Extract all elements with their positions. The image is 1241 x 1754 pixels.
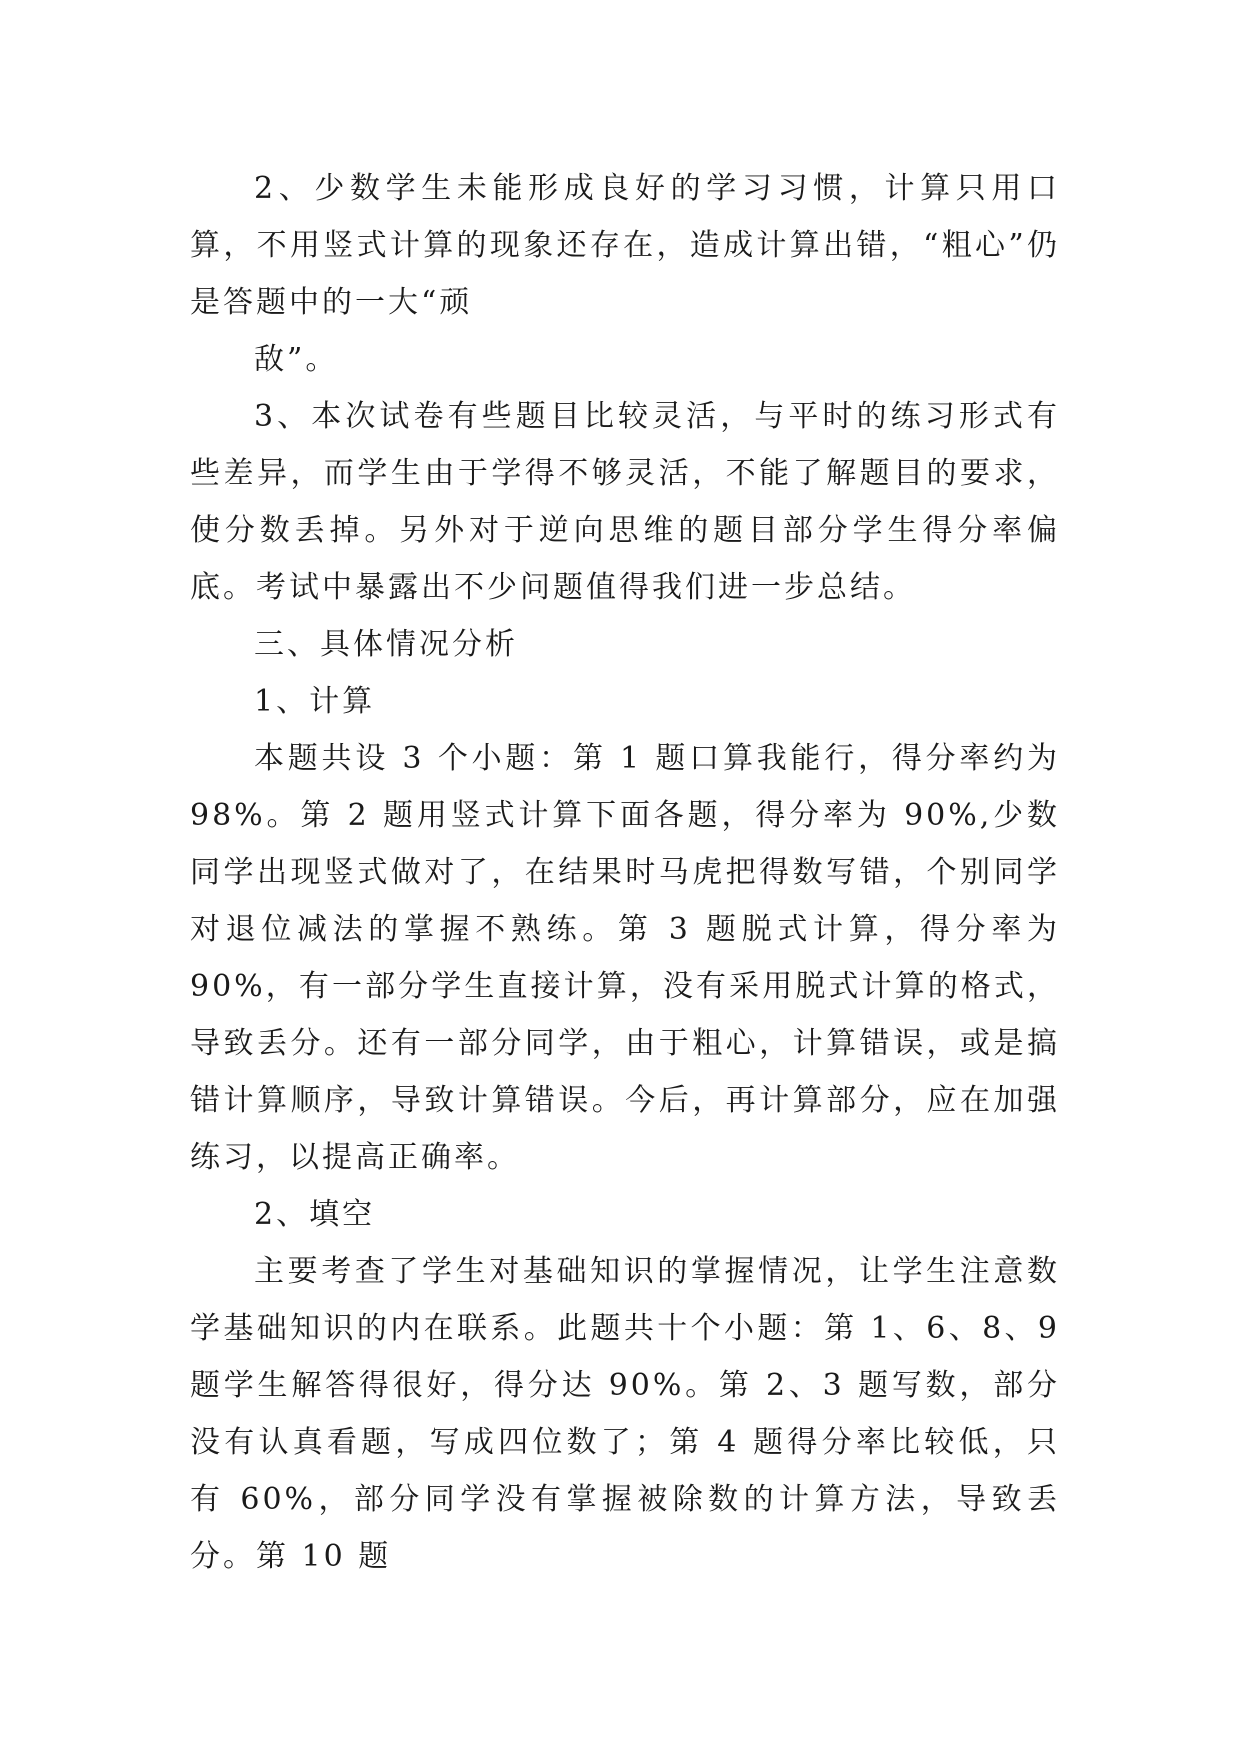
document-body [190,160,1060,1585]
subheading-fill-in-blanks: 2、填空 [254,1197,376,1232]
paragraph-3-flexible-questions: 3、本次试卷有些题目比较灵活，与平时的练习形式有些差异，而学生由于学得不够灵活，不能了解题目的要求，使分数丢掉。另外对于逆向思维的题目部分学生得分率偏底。考试中暴露出不少问题值得我们进一步总结。 [190,399,1060,605]
paragraph-fill-in-blanks-detail: 主要考查了学生对基础知识的掌握情况，让学生注意数学基础知识的内在联系。此题共十个小题：第 1、6、8、9 题学生解答得很好，得分达 90%。第 2、3 题写数，部分没有认真看题，写成四位数了；第 4 题得分率比较低，只有 60%，部分同学没有掌握被除数的计算方法，导致丢分。第 10 题 [190,1254,1060,1574]
paragraph-calculation-detail: 本题共设 3 个小题：第 1 题口算我能行，得分率约为 98%。第 2 题用竖式计算下面各题，得分率为 90%,少数同学出现竖式做对了，在结果时马虎把得数写错，个别同学对退位减法的掌握不熟练。第 3 题脱式计算，得分率为 90%，有一部分学生直接计算，没有采用脱式计算的格式，导致丢分。还有一部分同学，由于粗心，计算错误，或是搞错计算顺序，导致计算错误。今后，再计算部分，应在加强练习，以提高正确率。 [190,741,1060,1175]
subheading-calculation: 1、计算 [254,684,376,719]
section-heading-analysis: 三、具体情况分析 [254,627,518,662]
paragraph-2-continuation: 敌”。 [254,342,339,377]
paragraph-2-study-habits: 2、少数学生未能形成良好的学习习惯，计算只用口算，不用竖式计算的现象还存在，造成计算出错，“粗心”仍是答题中的一大“顽 [190,171,1060,320]
